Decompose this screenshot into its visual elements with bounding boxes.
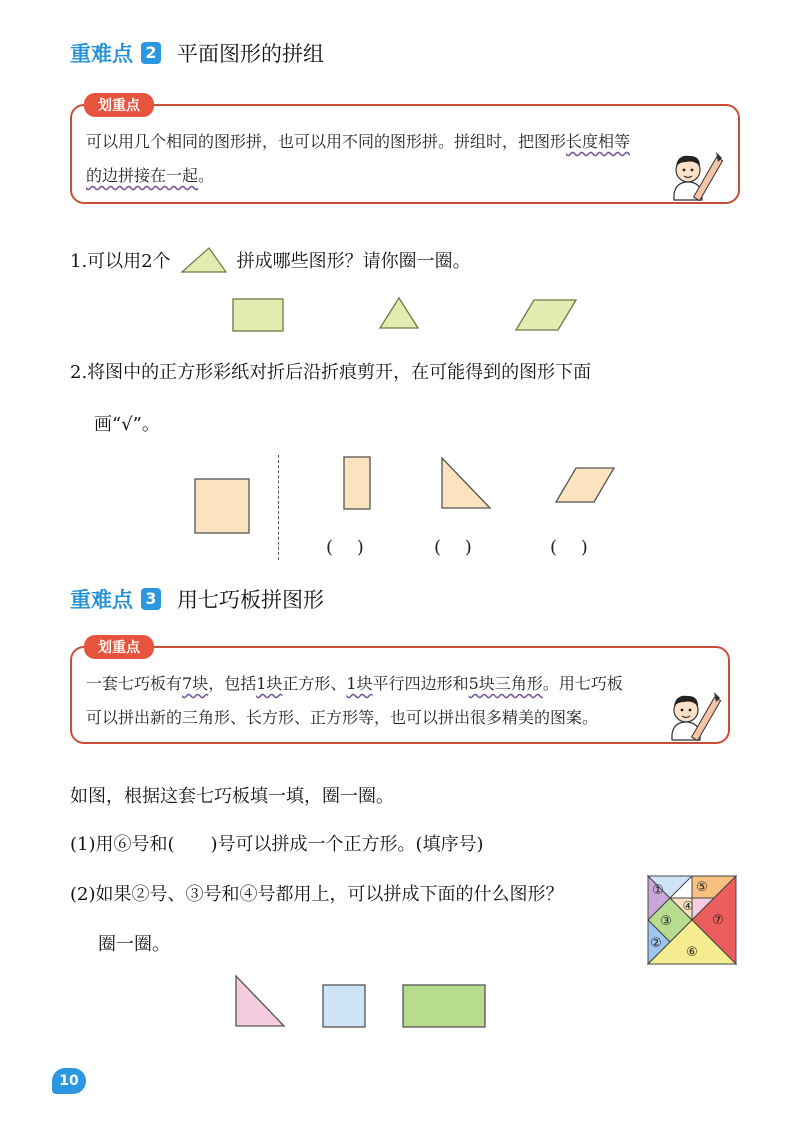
divider-dashed: [278, 455, 279, 560]
tangram-figure: [646, 874, 738, 966]
question-2-line-1: 2.将图中的正方形彩纸对折后沿折痕剪开，在可能得到的图形下面: [70, 362, 592, 383]
section-title: 用七巧板拼图形: [177, 588, 324, 612]
key-text-emphasis: 长度相等: [566, 132, 631, 151]
answer-paren-1[interactable]: ( ): [326, 537, 364, 558]
triangle-icon: [179, 246, 229, 274]
section-number: 2: [141, 42, 161, 64]
key-point-line-2: [86, 160, 214, 192]
tangram-label: ③: [660, 914, 672, 929]
key-text: 。: [198, 166, 215, 185]
q1-option-parallelogram[interactable]: [514, 298, 578, 332]
tangram-label: ⑦: [712, 913, 724, 928]
question-3-intro: 如图，根据这套七巧板填一填，圈一圈。: [70, 786, 394, 807]
question-3-sub2-circle: 圈一圈。: [98, 934, 170, 955]
key-text-emphasis: 1块: [256, 674, 283, 693]
key-text: ，包括: [208, 674, 257, 693]
tangram-label: ②: [650, 936, 662, 951]
q1-option-rectangle[interactable]: [232, 298, 284, 332]
cartoon-boy-icon: [664, 150, 726, 212]
section3-heading: [70, 584, 324, 614]
tangram-label: ④: [682, 899, 694, 913]
key-text-emphasis: 三角形: [494, 674, 543, 693]
q2-option-parallelogram: [554, 466, 616, 504]
page-number-badge: [52, 1068, 86, 1094]
q3-option-rectangle[interactable]: [402, 984, 486, 1028]
key-text-emphasis: 的边拼接在一起: [86, 166, 199, 185]
question-1: [70, 246, 471, 274]
q1-option-triangle[interactable]: [378, 296, 420, 330]
tangram-label: ⑤: [696, 880, 708, 895]
question-1-suffix: 拼成哪些图形？请你圈一圈。: [236, 251, 471, 272]
question-2-line-2: 画“√”。: [94, 414, 160, 435]
question-3-sub1: (1)用⑥号和( )号可以拼成一个正方形。(填序号): [70, 834, 484, 855]
answer-paren-2[interactable]: ( ): [434, 537, 472, 558]
section-number: 3: [141, 588, 161, 610]
q3-option-triangle[interactable]: [234, 974, 286, 1028]
key-text: 可以用几个相同的图形拼，也可以用不同的图形拼。拼组时，把图形: [86, 132, 567, 151]
key-text: 。用七巧板: [542, 674, 623, 693]
section2-heading: [70, 38, 324, 68]
answer-paren-3[interactable]: ( ): [550, 537, 588, 558]
q2-option-rectangle: [343, 456, 371, 510]
key-text-emphasis: 7块: [182, 674, 209, 693]
page-number: 10: [59, 1073, 79, 1089]
q2-option-triangle: [440, 456, 492, 510]
tangram-label: ⑥: [686, 945, 698, 960]
key-point-line-1: [86, 126, 630, 158]
key-text: 平行四边形和: [372, 674, 469, 693]
cartoon-boy-icon: [662, 690, 724, 752]
q3-option-square[interactable]: [322, 984, 366, 1028]
section-label: 重难点: [70, 588, 133, 612]
key-text-emphasis: 5块: [468, 674, 495, 693]
question-3-sub2: (2)如果②号、③号和④号都用上，可以拼成下面的什么图形？: [70, 884, 564, 905]
question-1-prefix: 1.可以用2个: [70, 251, 171, 272]
section-title: 平面图形的拼组: [177, 42, 324, 66]
section-label: 重难点: [70, 42, 133, 66]
key-point-tag: 划重点: [84, 635, 154, 659]
key-point-line-1: [86, 668, 623, 700]
key-point-tag: 划重点: [84, 93, 154, 117]
key-text: 正方形、: [282, 674, 347, 693]
tangram-label: ①: [652, 883, 664, 898]
square-paper: [194, 478, 250, 534]
key-point-line-2: 可以拼出新的三角形、长方形、正方形等，也可以拼出很多精美的图案。: [86, 708, 599, 727]
key-text-emphasis: 1块: [346, 674, 373, 693]
key-text: 一套七巧板有: [86, 674, 183, 693]
